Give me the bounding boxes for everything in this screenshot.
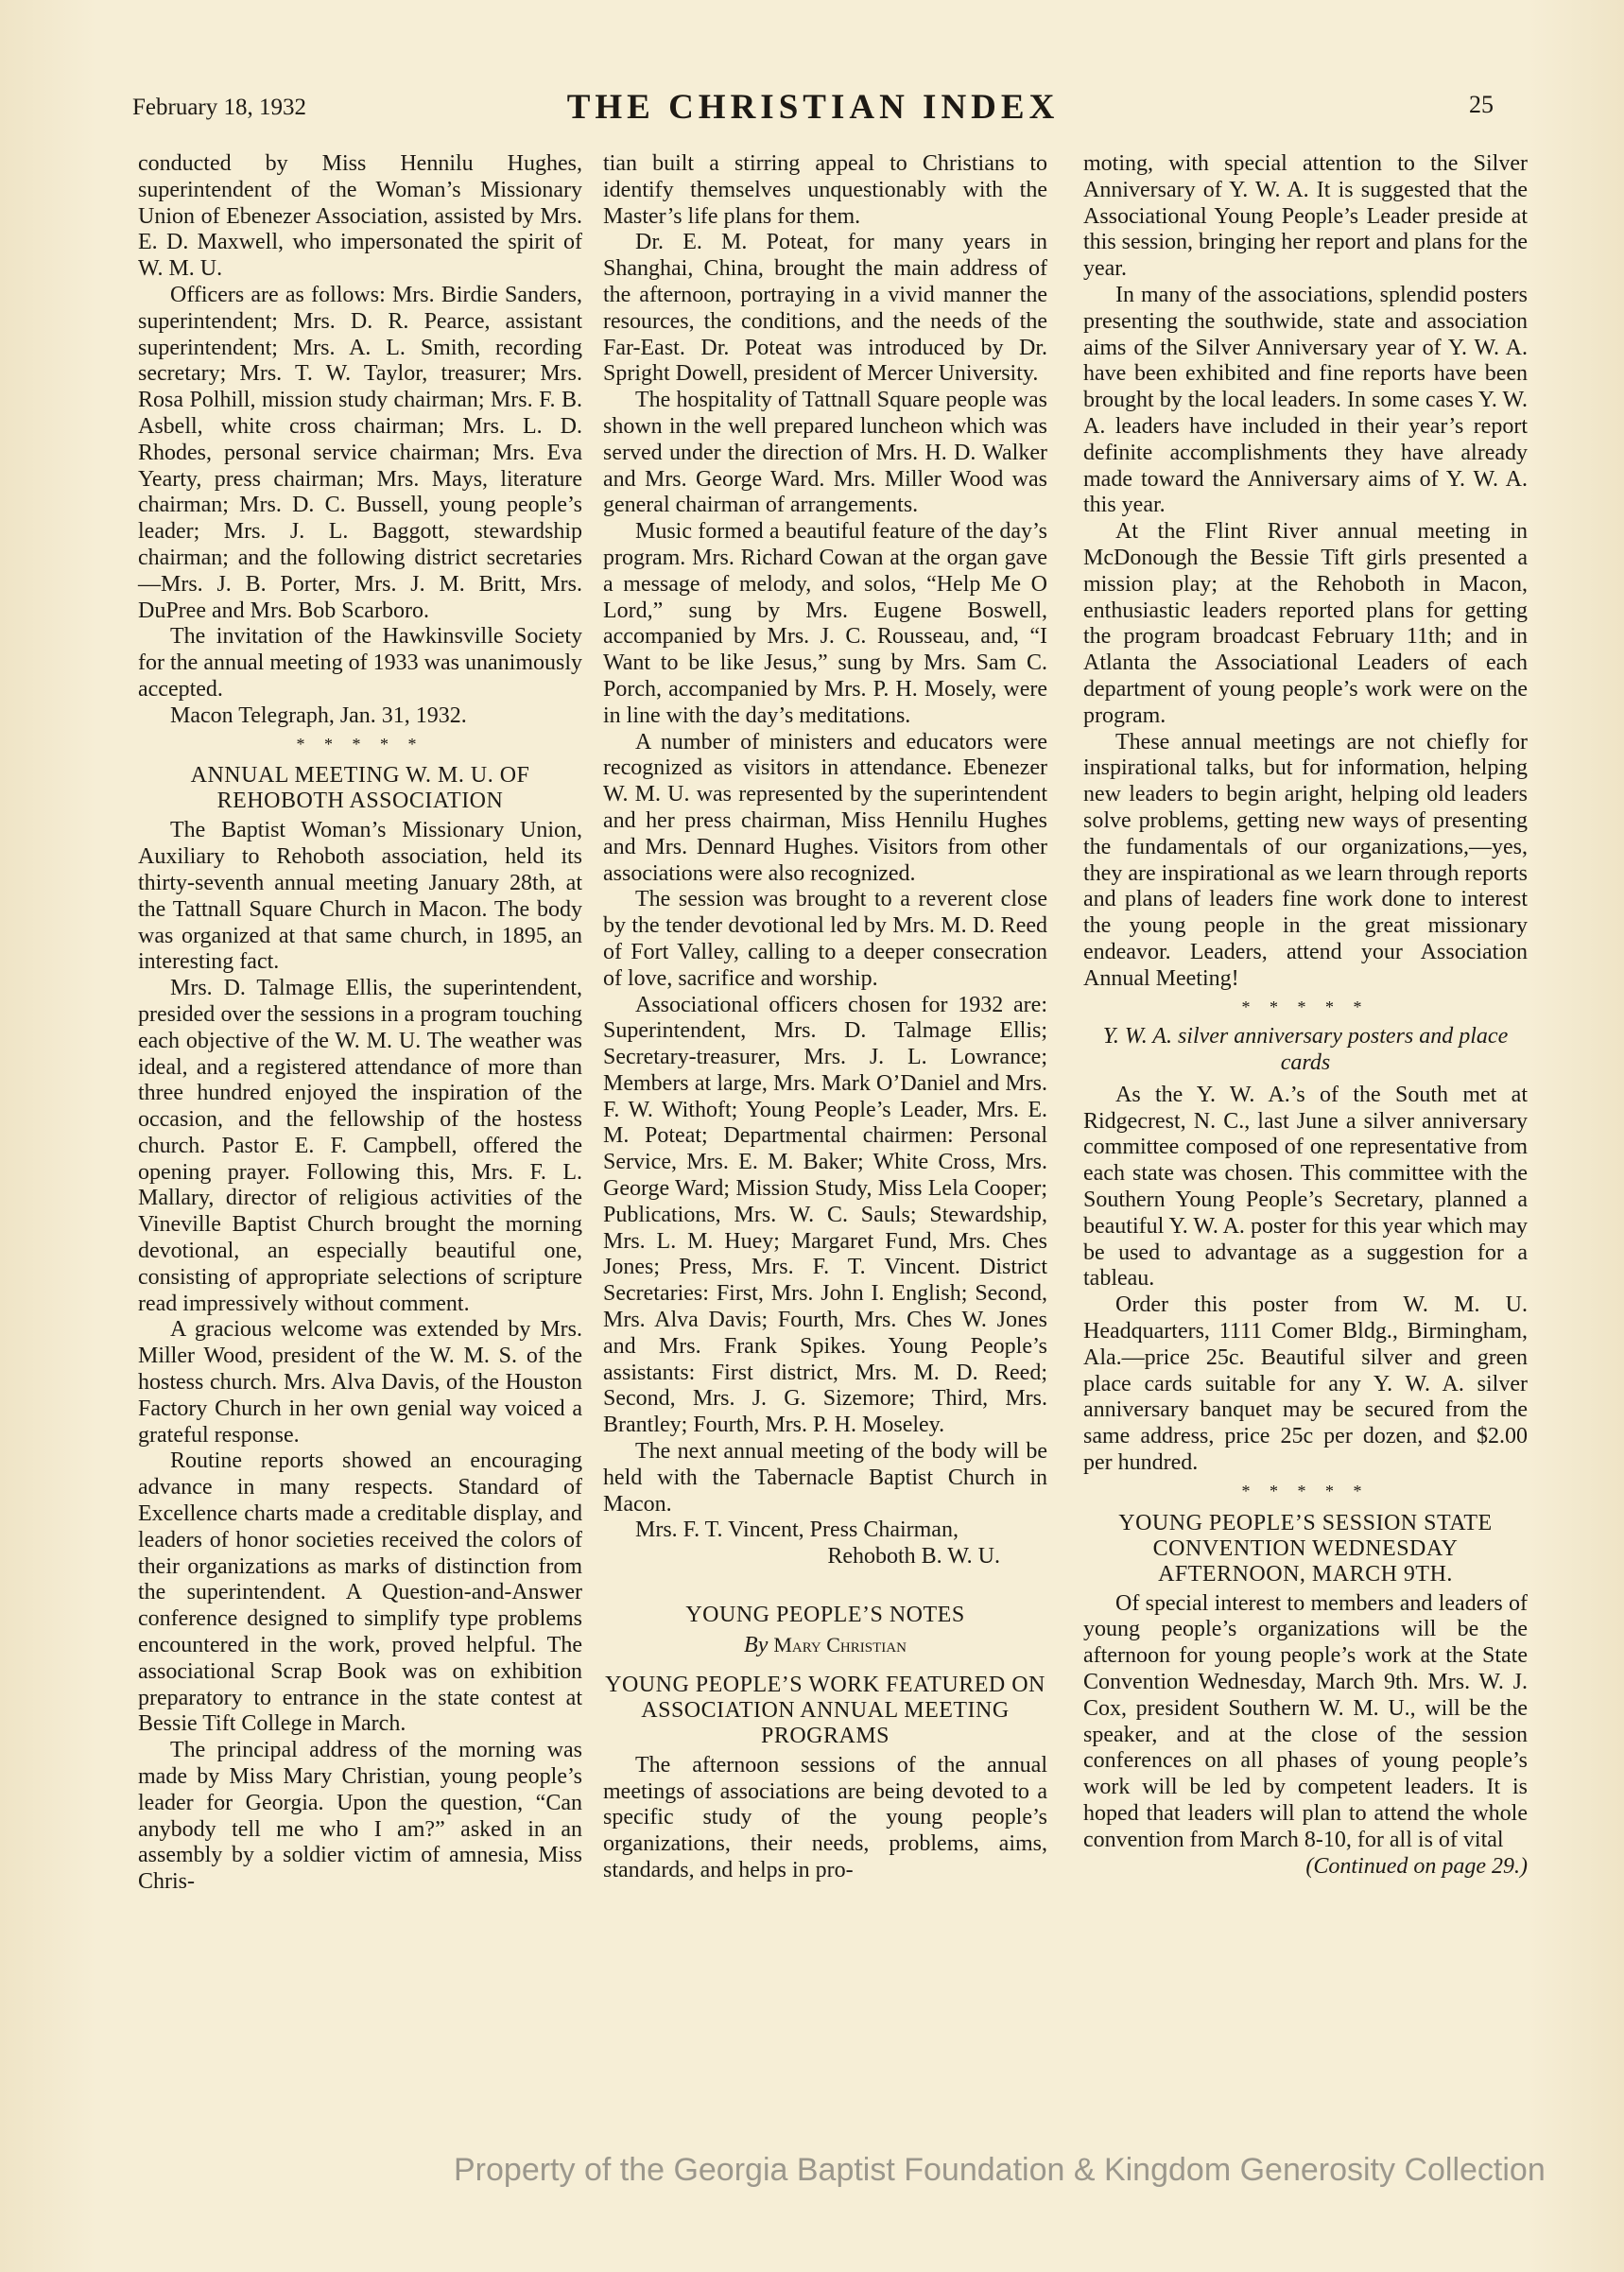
paragraph: Mrs. D. Talmage Ellis, the superintendent, presided over the sessions in a program touching each objective of the W. M. U. The weather was ideal, and a registered attendance of more than three hundred enjoyed the inspiration of the occasion, and the fellowship of the hostess church. Pastor E. F. Campbell, offered the opening prayer. Following this, Mrs. F. L. Mallary, director of religious activities of the Vineville Baptist Church brought the morning devotional, an especially beautiful one, consisting of appropriate selections of scripture read impressively without comment. — [138, 976, 582, 1316]
paragraph: The hospitality of Tattnall Square people was shown in the well prepared luncheon which was served under the direction of Mrs. H. D. Walker and Mrs. George Ward. Mrs. Miller Wood was general chairman of arrangements. — [603, 388, 1047, 518]
paragraph: In many of the associations, splendid posters presenting the southwide, state and association aims of the Silver Anniversary year of Y. W. A. have been exhibited and fine reports have been brought by the local leaders. In some cases Y. W. A. leaders have included in their year’s report definite accomplishments they have already made toward the Anniversary aims of Y. W. A. this year. — [1083, 282, 1528, 518]
source-credit: Macon Telegraph, Jan. 31, 1932. — [170, 702, 467, 728]
paragraph: tian built a stirring appeal to Christians to identify themselves unquestionably with the Master’s life plans for them. — [603, 151, 1047, 229]
paragraph: Officers are as follows: Mrs. Birdie Sanders, superintendent; Mrs. D. R. Pearce, assistant superintendent; Mrs. A. L. Smith, recording secretary; Mrs. T. W. Taylor, treasurer; Mrs. Rosa Polhill, mission study chairman; Mrs. F. B. Asbell, white cross chairman; Mrs. L. D. Rhodes, personal service chairman; Mrs. Eva Yearty, press chairman; Mrs. Mays, literature chairman; Mrs. D. C. Bussell, young people’s leader; Mrs. J. L. Baggott, stewardship chairman; and the following district secretaries—Mrs. J. B. Porter, Mrs. J. M. Britt, Mrs. DuPree and Mrs. Bob Scarboro. — [138, 282, 582, 623]
paragraph: The principal address of the morning was made by Miss Mary Christian, young people’s leader for Georgia. Upon the question, “Can anybody tell me who I am?” asked in an assembly by a soldier victim of amnesia, Miss Chris- — [138, 1738, 582, 1895]
section-divider: * * * * * — [1241, 997, 1370, 1016]
signature-line: Rehoboth B. W. U. — [827, 1544, 1000, 1570]
issue-date: February 18, 1932 — [132, 95, 306, 120]
paragraph: Music formed a beautiful feature of the day’s program. Mrs. Richard Cowan at the organ gave a message of melody, and solos, “Help Me O Lord,” sung by Mrs. Eugene Boswell, accompanied by Mrs. J. C. Rousseau, and, “I Want to be like Jesus,” sung by Mrs. Sam C. Porch, accompanied by Mrs. P. H. Mosely, were in line with the day’s meditations. — [603, 519, 1047, 728]
paragraph: These annual meetings are not chiefly for inspirational talks, but for information, helping new leaders to begin aright, helping old leaders solve problems, getting new ways of presenting the fundamentals of our organizations,—yes, they are inspirational as we learn through reports and plans of leaders fine work done to interest the young people in the great missionary endeavor. Leaders, attend your Association Annual Meeting! — [1083, 729, 1528, 991]
publication-title: THE CHRISTIAN INDEX — [566, 88, 1060, 127]
paragraph: Associational officers chosen for 1932 are: Superintendent, Mrs. D. Talmage Ellis; Secretary-treasurer, Mrs. J. L. Lowrance; Members at large, Mrs. Mark O’Daniel and Mrs. F. W. Withoft; Young People’s Leader, Mrs. E. M. Poteat; Departmental chairmen: Personal Service, Mrs. E. M. Baker; White Cross, Mrs. George Ward; Mission Study, Miss Lela Cooper; Publications, Mrs. W. C. Sauls; Stewardship, Mrs. L. M. Huey; Margaret Fund, Mrs. Ches Jones; Press, Mrs. F. T. Vincent. District Secretaries: First, Mrs. John I. English; Second, Mrs. Alva Davis; Fourth, Mrs. Ches W. Jones and Mrs. Frank Spikes. Young People’s assistants: First district, Mrs. M. D. Reed; Second, Mrs. J. G. Sizemore; Third, Mrs. Brantley; Fourth, Mrs. P. H. Moseley. — [603, 992, 1047, 1438]
byline-author: Mary Christian — [773, 1633, 907, 1657]
paragraph: The invitation of the Hawkinsville Society for the annual meeting of 1933 was unanimously accepted. — [138, 624, 582, 702]
paragraph: Dr. E. M. Poteat, for many years in Shanghai, China, brought the main address of the afternoon, portraying in a vivid manner the resources, the conditions, and the needs of the Far-East. Dr. Poteat was introduced by Dr. Spright Dowell, president of Mercer University. — [603, 230, 1047, 387]
paragraph: A gracious welcome was extended by Mrs. Miller Wood, president of the W. M. S. of the hostess church. Mrs. Alva Davis, of the Houston Factory Church in her own genial way voiced a grateful response. — [138, 1317, 582, 1448]
paragraph: conducted by Miss Hennilu Hughes, superintendent of the Woman’s Missionary Union of Ebenezer Association, assisted by Mrs. E. D. Maxwell, who impersonated the spirit of W. M. U. — [138, 151, 582, 282]
section-divider: * * * * * — [1241, 1481, 1370, 1500]
continued-note: (Continued on page 29.) — [1305, 1853, 1528, 1879]
column-2 — [603, 151, 1047, 1884]
paragraph: Of special interest to members and leaders of young people’s organizations will be the afternoon for young people’s work at the State Convention Wednesday, March 9th. Mrs. W. J. Cox, president Southern W. M. U., will be the speaker, and at the close of the session conferences on all phases of young people’s work will be led by competent leaders. It is hoped that leaders will plan to attend the whole convention from March 8-10, for all is of vital — [1083, 1590, 1528, 1852]
paragraph: Order this poster from W. M. U. Headquarters, 1111 Comer Bldg., Birmingham, Ala.—price 25c. Beautiful silver and green place cards suitable for any Y. W. A. silver anniversary banquet may be secured from the same address, price 25c per dozen, and $2.00 per hundred. — [1083, 1292, 1528, 1476]
byline-by: By — [744, 1633, 769, 1658]
paragraph: At the Flint River annual meeting in McDonough the Bessie Tift girls presented a mission play; at the Rehoboth in Macon, enthusiastic leaders reported plans for getting the program broadcast February 11th; and in Atlanta the Associational Leaders of each department of young people’s work were on the program. — [1083, 519, 1528, 728]
section-heading: YOUNG PEOPLE’S NOTES — [685, 1603, 965, 1628]
page-header — [132, 87, 1494, 134]
page-number: 25 — [1469, 91, 1494, 118]
paragraph: The session was brought to a reverent close by the tender devotional led by Mrs. M. D. Reed of Fort Valley, calling to a deeper consecration of love, sacrifice and worship. — [603, 887, 1047, 991]
paragraph: The afternoon sessions of the annual meetings of associations are being devoted to a specific study of the young people’s organizations, their needs, problems, aims, standards, and helps in pro- — [603, 1752, 1047, 1883]
signature-line: Mrs. F. T. Vincent, Press Chairman, — [635, 1518, 959, 1543]
collection-watermark: Property of the Georgia Baptist Foundation & Kingdom Generosity Collection — [454, 2152, 1546, 2188]
article-heading: YOUNG PEOPLE’S WORK FEATURED ON ASSOCIATION ANNUAL MEETING PROGRAMS — [605, 1672, 1045, 1748]
column-1 — [138, 151, 582, 1896]
paragraph: The next annual meeting of the body will be held with the Tabernacle Baptist Church in Macon. — [603, 1439, 1047, 1517]
byline — [603, 1632, 1047, 1659]
paragraph: A number of ministers and educators were recognized as visitors in attendance. Ebenezer W. M. U. was represented by the superintendent and her press chairman, Miss Hennilu Hughes and Mrs. Dennard Hughes. Visitors from other associations were also recognized. — [603, 729, 1047, 886]
paragraph: As the Y. W. A.’s of the South met at Ridgecrest, N. C., last June a silver anniversary committee composed of one representative from each state was chosen. This committee with the Southern Young People’s Secretary, planned a beautiful Y. W. A. poster for this year which may be used to advantage as a suggestion for a tableau. — [1083, 1082, 1528, 1292]
paragraph: Routine reports showed an encouraging advance in many respects. Standard of Excellence charts made a creditable display, and leaders of honor societies received the colors of their organizations as marks of distinction from the superintendent. A Question-and-Answer conference designed to simplify type problems encountered in the work, proved helpful. The associational Scrap Book was on exhibition preparatory to entrance in the state contest at Bessie Tift College in March. — [138, 1448, 582, 1737]
section-divider: * * * * * — [296, 734, 424, 754]
paragraph: moting, with special attention to the Silver Anniversary of Y. W. A. It is suggested that the Associational Young People’s Leader preside at this session, bringing her report and plans for the year. — [1083, 151, 1528, 282]
article-heading: Y. W. A. silver anniversary posters and place cards — [1102, 1024, 1509, 1076]
column-3 — [1083, 151, 1528, 1880]
paragraph: The Baptist Woman’s Missionary Union, Auxiliary to Rehoboth association, held its thirty-seventh annual meeting January 28th, at the Tattnall Square Church in Macon. The body was organized at that same church, in 1895, an interesting fact. — [138, 818, 582, 975]
article-heading: YOUNG PEOPLE’S SESSION STATE CONVENTION WEDNESDAY AFTERNOON, MARCH 9TH. — [1118, 1510, 1493, 1587]
article-heading: ANNUAL MEETING W. M. U. OF REHOBOTH ASSOCIATION — [190, 763, 530, 814]
